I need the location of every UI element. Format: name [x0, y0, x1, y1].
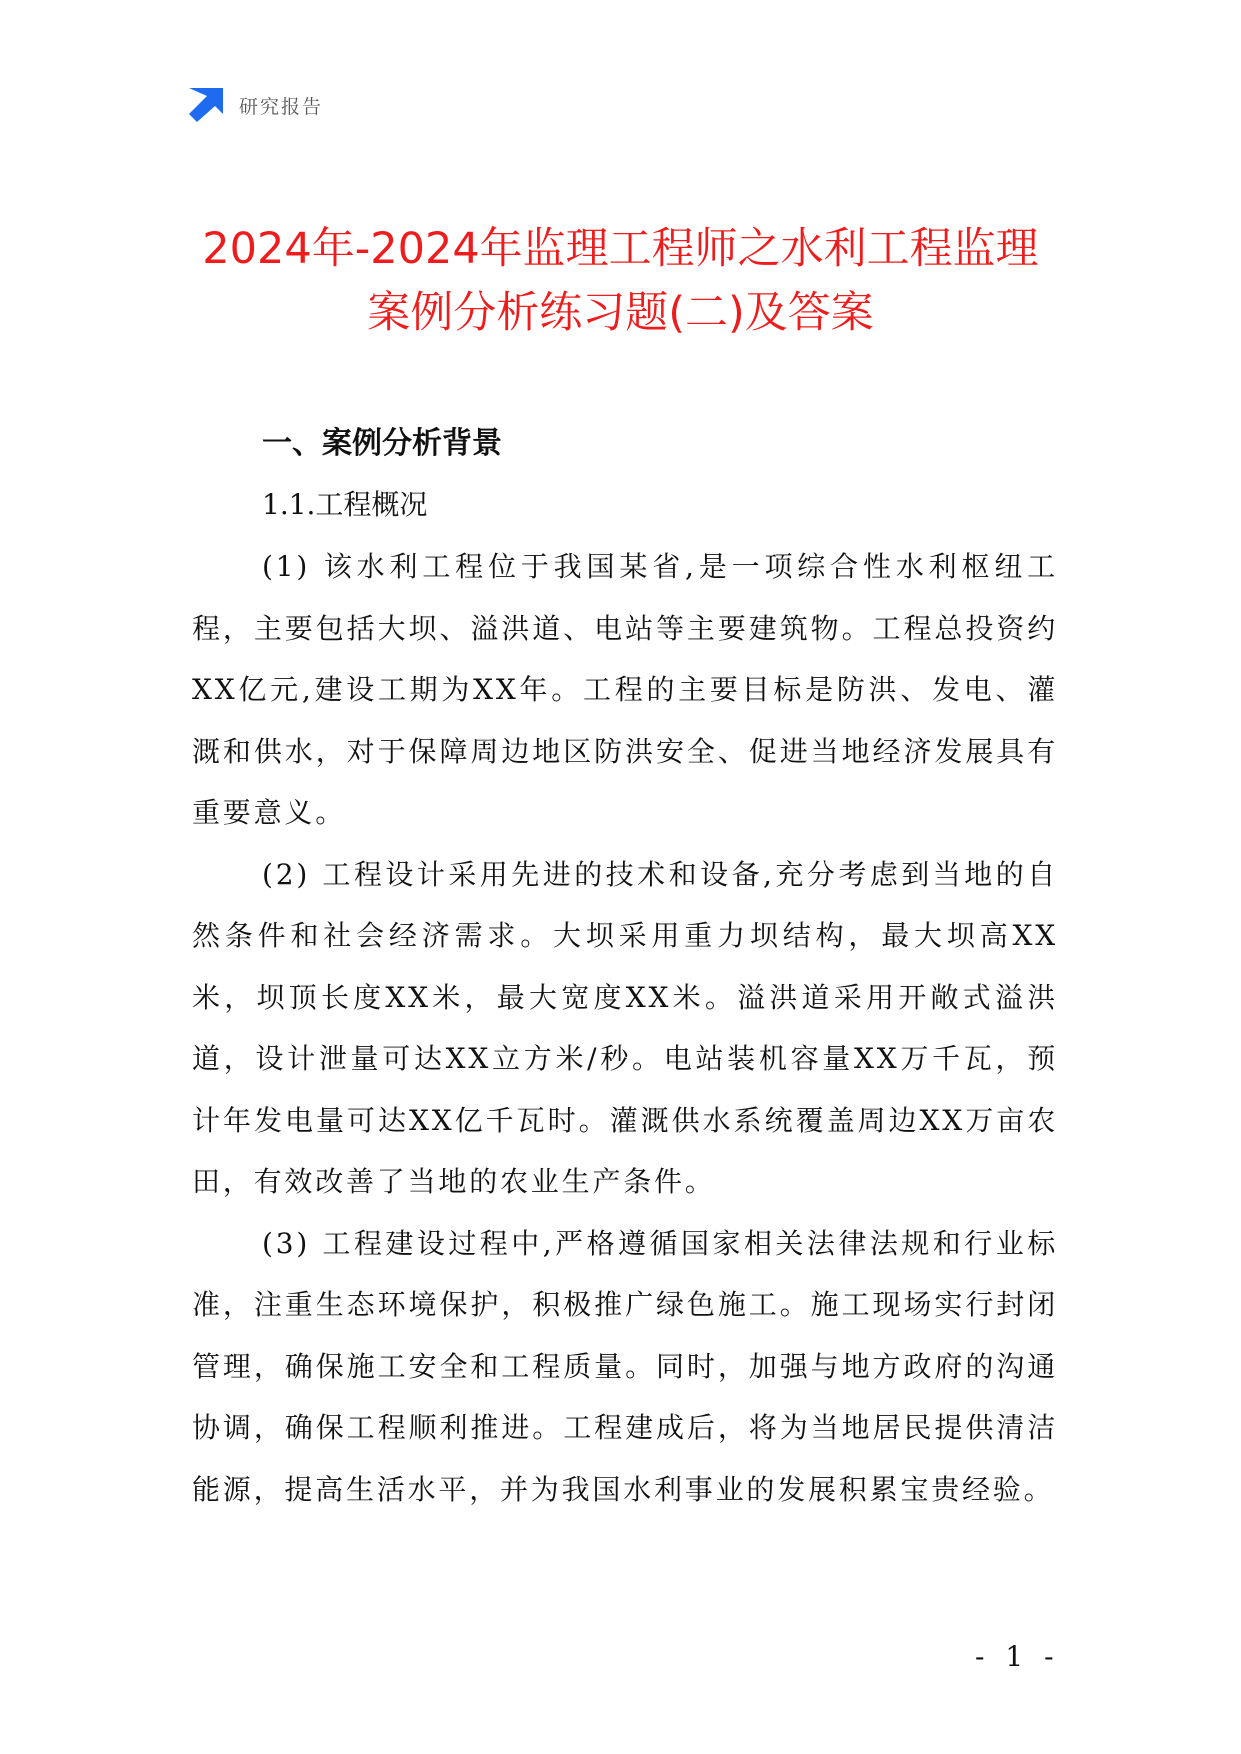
header-label: 研究报告	[239, 95, 324, 118]
title-line-2: 案例分析练习题(二)及答案	[367, 288, 874, 338]
title-line-1: 2024年-2024年监理工程师之水利工程监理	[202, 224, 1039, 274]
page-number: - 1 -	[975, 1640, 1060, 1673]
document-title	[150, 217, 1091, 345]
paragraph-3: (3) 工程建设过程中,严格遵循国家相关法律法规和行业标准，注重生态环境保护，积极推广绿色施工。施工现场实行封闭管理，确保施工安全和工程质量。同时，加强与地方政府的沟通协调，确保工程顺利推进。工程建成后，将为当地居民提供清洁能源，提高生活水平，并为我国水利事业的发展积累宝贵经验。	[192, 1226, 1058, 1506]
subsection-heading: 1.1.工程概况	[262, 488, 428, 521]
paragraph-1: (1) 该水利工程位于我国某省,是一项综合性水利枢纽工程，主要包括大坝、溢洪道、电站等主要建筑物。工程总投资约XX亿元,建设工期为XX年。工程的主要目标是防洪、发电、灌溉和供水，对于保障周边地区防洪安全、促进当地经济发展具有重要意义。	[192, 550, 1058, 829]
section-heading: 一、案例分析背景	[262, 426, 502, 461]
paragraph-2: (2) 工程设计采用先进的技术和设备,充分考虑到当地的自然条件和社会经济需求。大坝采用重力坝结构，最大坝高XX米，坝顶长度XX米，最大宽度XX米。溢洪道采用开敞式溢洪道，设计泄量可达XX立方米/秒。电站装机容量XX万千瓦，预计年发电量可达XX亿千瓦时。灌溉供水系统覆盖周边XX万亩农田，有效改善了当地的农业生产条件。	[192, 857, 1058, 1198]
arrow-up-right-icon	[189, 88, 223, 122]
page-header	[189, 88, 323, 122]
document-body	[192, 414, 1058, 1520]
